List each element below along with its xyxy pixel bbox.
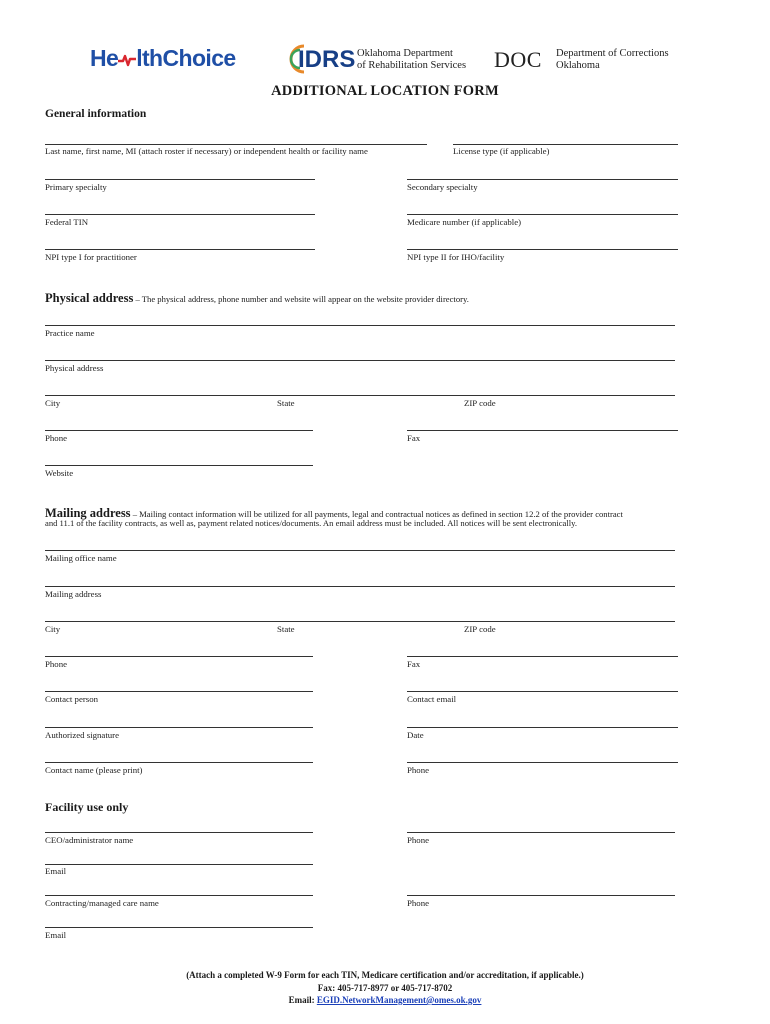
federal-tin-field[interactable]	[45, 214, 315, 215]
npi-type2-label: NPI type II for IHO/facility	[407, 252, 505, 262]
contact-email-label: Contact email	[407, 694, 457, 704]
medicare-number-label: Medicare number (if applicable)	[407, 217, 522, 227]
medicare-number-field[interactable]	[407, 214, 678, 215]
physical-address-heading	[45, 289, 469, 307]
mailing-heading-text: Mailing address	[45, 506, 131, 520]
secondary-specialty-field[interactable]	[407, 179, 678, 180]
contact-phone-label: Phone	[407, 765, 429, 775]
last-name-field[interactable]	[45, 144, 427, 145]
contact-name-label: Contact name (please print)	[45, 765, 143, 775]
footer-fax: Fax: 405-717-8977 or 405-717-8702	[317, 982, 453, 993]
physical-fax-field[interactable]	[407, 430, 678, 431]
form-title: ADDITIONAL LOCATION FORM	[271, 83, 499, 99]
physical-heading-text: Physical address	[45, 291, 134, 305]
contracting-name-field[interactable]	[45, 895, 313, 896]
physical-state-label: State	[277, 398, 295, 408]
contact-phone-field[interactable]	[407, 762, 678, 763]
footer	[0, 969, 770, 1007]
doc-line-1: Department of Corrections	[556, 48, 669, 59]
authorized-signature-label: Authorized signature	[45, 730, 120, 740]
ceo-phone-field[interactable]	[407, 832, 675, 833]
idrs-logo-text: IDRS	[298, 46, 356, 73]
mailing-office-name-label: Mailing office name	[45, 553, 117, 563]
authorized-signature-field[interactable]	[45, 727, 313, 728]
physical-heading-note: – The physical address, phone number and website will appear on the website provider directory.	[133, 294, 469, 304]
mailing-office-name-field[interactable]	[45, 550, 675, 551]
mailing-address-field[interactable]	[45, 586, 675, 587]
physical-phone-field[interactable]	[45, 430, 313, 431]
physical-city-state-zip-field[interactable]	[45, 395, 675, 396]
website-label: Website	[45, 468, 74, 478]
physical-address-field[interactable]	[45, 360, 675, 361]
practice-name-field[interactable]	[45, 325, 675, 326]
rehab-line-1: Oklahoma Department	[357, 48, 453, 59]
license-type-label: License type (if applicable)	[453, 146, 550, 156]
contracting-phone-label: Phone	[407, 898, 429, 908]
mailing-zip-label: ZIP code	[464, 624, 496, 634]
contracting-name-label: Contracting/managed care name	[45, 898, 159, 908]
date-field[interactable]	[407, 727, 678, 728]
mailing-phone-label: Phone	[45, 659, 67, 669]
mailing-phone-field[interactable]	[45, 656, 313, 657]
contracting-email-field[interactable]	[45, 927, 313, 928]
corrections-dept-name	[556, 48, 669, 71]
mailing-heading-note: – Mailing contact information will be utilized for all payments, legal and contractual notices as defined in section 12.2 of the provider contract	[130, 509, 623, 519]
contact-person-label: Contact person	[45, 694, 99, 704]
logo-text-right: lthChoice	[136, 45, 236, 71]
facility-use-heading: Facility use only	[45, 800, 129, 814]
contracting-phone-field[interactable]	[407, 895, 675, 896]
doc-logo: DOC	[494, 47, 542, 72]
contact-email-field[interactable]	[407, 691, 678, 692]
doc-line-2: Oklahoma	[556, 59, 600, 71]
last-name-label: Last name, first name, MI (attach roster if necessary) or independent health or facility name	[45, 146, 368, 156]
federal-tin-label: Federal TIN	[45, 217, 89, 227]
idrs-logo	[289, 44, 356, 74]
mailing-city-state-zip-field[interactable]	[45, 621, 675, 622]
footer-email-line	[0, 994, 770, 1007]
healthchoice-logo	[90, 45, 236, 72]
npi-type1-label: NPI type I for practitioner	[45, 252, 137, 262]
mailing-state-label: State	[277, 624, 295, 634]
ceo-name-label: CEO/administrator name	[45, 835, 134, 845]
physical-zip-label: ZIP code	[464, 398, 496, 408]
contact-person-field[interactable]	[45, 691, 313, 692]
contracting-email-label: Email	[45, 930, 67, 940]
footer-attach-note: (Attach a completed W-9 Form for each TIN, Medicare certification and/or accreditation, if applicable.)	[186, 970, 584, 980]
mailing-fax-label: Fax	[407, 659, 421, 669]
mailing-address-label: Mailing address	[45, 589, 102, 599]
physical-fax-label: Fax	[407, 433, 421, 443]
website-field[interactable]	[45, 465, 313, 466]
rehab-dept-name	[357, 48, 466, 71]
footer-email-link[interactable]: EGID.NetworkManagement@omes.ok.gov	[316, 995, 482, 1005]
rehab-line-2: of Rehabilitation Services	[357, 59, 467, 71]
logo-text-left: He	[90, 45, 119, 71]
general-info-heading: General information	[45, 108, 147, 120]
physical-phone-label: Phone	[45, 433, 67, 443]
secondary-specialty-label: Secondary specialty	[407, 182, 478, 192]
date-label: Date	[407, 730, 424, 740]
mailing-city-label: City	[45, 624, 61, 634]
license-type-field[interactable]	[453, 144, 678, 145]
npi-type2-field[interactable]	[407, 249, 678, 250]
primary-specialty-field[interactable]	[45, 179, 315, 180]
contact-name-field[interactable]	[45, 762, 313, 763]
primary-specialty-label: Primary specialty	[45, 182, 107, 192]
practice-name-label: Practice name	[45, 328, 95, 338]
physical-city-label: City	[45, 398, 61, 408]
npi-type1-field[interactable]	[45, 249, 315, 250]
mailing-note-line2: and 11.1 of the facility contracts, as well as, payment related notices/documents. An email address must be included. All notices will be sent electronically.	[45, 518, 578, 528]
ceo-email-label: Email	[45, 866, 67, 876]
ceo-phone-label: Phone	[407, 835, 429, 845]
footer-email-label: Email:	[288, 995, 317, 1005]
mailing-fax-field[interactable]	[407, 656, 678, 657]
ceo-name-field[interactable]	[45, 832, 313, 833]
ceo-email-field[interactable]	[45, 864, 313, 865]
heartbeat-icon	[118, 46, 136, 60]
physical-address-label: Physical address	[45, 363, 104, 373]
